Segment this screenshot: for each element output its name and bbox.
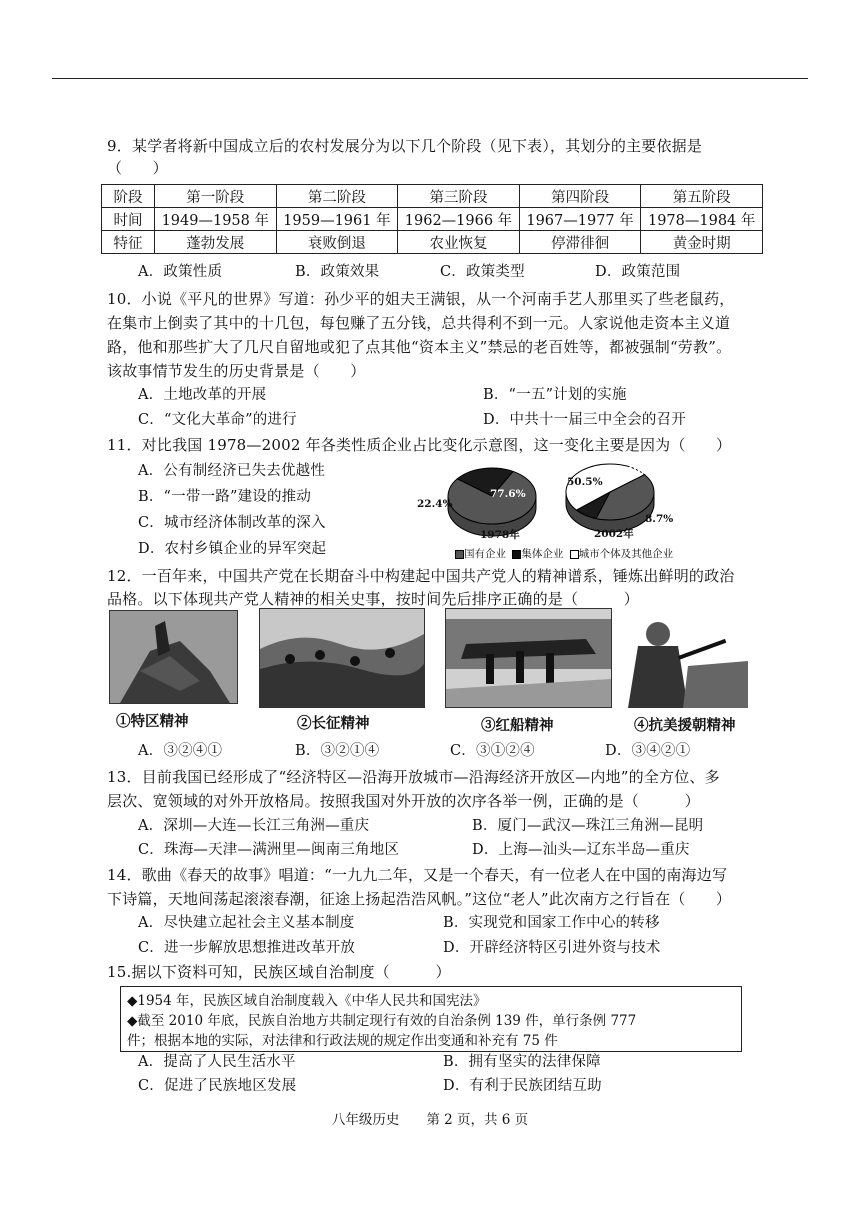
label-1978-year: 1978年	[480, 529, 520, 541]
q10-option-c[interactable]: C．“文化大革命”的进行	[138, 412, 297, 428]
photo-korean-war-soldiers	[618, 616, 753, 708]
q15-option-a[interactable]: A．提高了人民生活水平	[138, 1054, 296, 1070]
photo-soldier-image	[618, 616, 753, 708]
q9-stem: 9．某学者将新中国成立后的农村发展分为以下几个阶段（见下表），其划分的主要依据是	[107, 137, 703, 155]
q15-option-c[interactable]: C．促进了民族地区发展	[138, 1078, 297, 1094]
q11-option-b[interactable]: B．“一带一路”建设的推动	[138, 489, 312, 505]
q9-option-d[interactable]: D．政策范围	[595, 264, 681, 280]
q10-line: 10．小说《平凡的世界》写道：孙少平的姐夫王满银，从一个河南手艺人那里买了些老鼠药，	[107, 290, 735, 308]
legend-label: 城市个体及其他企业	[578, 548, 674, 560]
q10-option-d[interactable]: D．中共十一届三中全会的召开	[483, 412, 686, 428]
label-2002-state: 40.8%	[626, 465, 662, 477]
q13-line: 层次、宽领域的对外开放格局。按照我国对外开放的次序各举一例，正确的是（ ）	[107, 792, 700, 810]
table-cell: 停滞徘徊	[519, 231, 641, 254]
page-footer: 八年级历史 第 2 页，共 6 页	[331, 1112, 529, 1128]
legend-swatch-other	[570, 550, 579, 559]
q10-option-a[interactable]: A．土地改革的开展	[138, 387, 267, 403]
photo-crowd-image	[260, 609, 424, 707]
q11-option-a[interactable]: A．公有制经济已失去优越性	[138, 463, 326, 479]
table-cell: 衰败倒退	[276, 231, 398, 254]
photo-long-march	[259, 608, 425, 708]
legend-label: 集体企业	[521, 548, 564, 560]
q13-option-a[interactable]: A．深圳—大连—长江三角洲—重庆	[138, 818, 370, 834]
label-2002-collective: 8.7%	[645, 513, 674, 525]
q15-box-line: 件；根据本地的实际，对法律和行政法规的规定作出变通和补充有 75 件	[127, 1033, 558, 1049]
q13-option-c[interactable]: C．珠海—天津—满洲里—闽南三角地区	[138, 842, 400, 858]
table-cell: 第四阶段	[519, 185, 641, 208]
q14-option-b[interactable]: B．实现党和国家工作中心的转移	[443, 915, 660, 931]
photo-sculpture-image	[110, 611, 237, 703]
table-cell: 阶段	[102, 185, 155, 208]
chart-legend	[455, 546, 673, 561]
q11-stem: 11．对比我国 1978—2002 年各类性质企业占比变化示意图，这一变化主要是因为（ ）	[107, 436, 732, 454]
q15-source-box	[120, 986, 742, 1052]
q12-option-d[interactable]: D．③④②①	[605, 743, 691, 759]
q13-option-b[interactable]: B．厦门—武汉—珠江三角洲—昆明	[472, 818, 704, 834]
q15-option-b[interactable]: B．拥有坚实的法律保障	[443, 1054, 601, 1070]
q14-option-d[interactable]: D．开辟经济特区引进外资与技术	[443, 940, 661, 956]
legend-swatch-state	[455, 550, 464, 559]
q10-option-b[interactable]: B．“一五”计划的实施	[483, 387, 627, 403]
label-2002-other: 50.5%	[567, 476, 603, 488]
q12-option-c[interactable]: C．③①②④	[450, 743, 535, 759]
q11-option-c[interactable]: C．城市经济体制改革的深入	[138, 515, 326, 531]
q15-stem: 15.据以下资料可知，民族区域自治制度（ ）	[107, 963, 451, 981]
table-cell: 1959—1961 年	[276, 208, 398, 231]
q15-box-line: ◆截至 2010 年底，民族自治地方共制定现行有效的自治条例 139 件，单行条例 777	[127, 1013, 637, 1029]
q9-option-a[interactable]: A．政策性质	[138, 264, 223, 280]
caption-red-boat: ③红船精神	[481, 717, 554, 734]
table-cell: 第三阶段	[398, 185, 520, 208]
table-cell: 黄金时期	[641, 231, 763, 254]
table-cell: 1949—1958 年	[155, 208, 277, 231]
q12-stem: 品格。以下体现共产党人精神的相关史事，按时间先后排序正确的是（ ）	[107, 590, 640, 608]
q9-stem-paren: （ ）	[107, 159, 168, 177]
photo-boat-image	[446, 609, 611, 707]
table-row	[102, 231, 763, 254]
q10-line: 在集市上倒卖了其中的十几包，每包赚了五分钱，总共得利不到一元。人家说他走资本主义道	[107, 314, 731, 332]
legend-swatch-collective	[512, 550, 521, 559]
q9-option-b[interactable]: B．政策效果	[295, 264, 380, 280]
caption-special-zone: ①特区精神	[116, 713, 189, 730]
q14-line: 下诗篇，天地间荡起滚滚春潮，征途上扬起浩浩风帆。”这位“老人”此次南方之行旨在（ ）	[107, 890, 732, 908]
q14-line: 14．歌曲《春天的故事》唱道：“一九九二年，又是一个春天，有一位老人在中国的南海边写	[107, 866, 728, 884]
label-2002-year: 2002年	[594, 528, 634, 540]
q14-option-a[interactable]: A．尽快建立起社会主义基本制度	[138, 915, 355, 931]
q13-line: 13．目前我国已经形成了“经济特区—沿海开放城市—沿海经济开放区—内地”的全方位、多	[107, 768, 720, 786]
q10-line: 该故事情节发生的历史背景是（ ）	[107, 362, 366, 380]
table-cell: 特征	[102, 231, 155, 254]
header-rule	[52, 78, 808, 79]
table-cell: 第五阶段	[641, 185, 763, 208]
q15-option-d[interactable]: D．有利于民族团结互助	[443, 1078, 602, 1094]
table-cell: 第一阶段	[155, 185, 277, 208]
label-1978-collective: 22.4%	[417, 498, 453, 510]
legend-label: 国有企业	[464, 548, 506, 560]
stage-table	[101, 184, 763, 254]
q12-option-a[interactable]: A．③②④①	[138, 743, 223, 759]
table-cell: 1967—1977 年	[519, 208, 641, 231]
table-cell: 1978—1984 年	[641, 208, 763, 231]
caption-long-march: ②长征精神	[297, 715, 370, 732]
q15-box-line: ◆1954 年，民族区域自治制度载入《中华人民共和国宪法》	[127, 993, 487, 1009]
table-cell: 蓬勃发展	[155, 231, 277, 254]
table-row	[102, 185, 763, 208]
table-cell: 1962—1966 年	[398, 208, 520, 231]
q9-option-c[interactable]: C．政策类型	[440, 264, 525, 280]
q10-line: 路，他和那些扩大了几尺自留地或犯了点其他“资本主义”禁忌的老百姓等，都被强制“劳教”。	[107, 338, 732, 356]
table-cell: 第二阶段	[276, 185, 398, 208]
q13-option-d[interactable]: D．上海—汕头—辽东半岛—重庆	[472, 842, 690, 858]
photo-red-boat	[445, 608, 612, 708]
q12-stem: 12．一百年来，中国共产党在长期奋斗中构建起中国共产党人的精神谱系，锤炼出鲜明的政治	[107, 567, 735, 585]
q11-option-d[interactable]: D．农村乡镇企业的异军突起	[138, 541, 327, 557]
caption-korean-war: ④抗美援朝精神	[634, 717, 736, 734]
table-cell: 农业恢复	[398, 231, 520, 254]
label-1978-state: 77.6%	[490, 488, 526, 500]
table-row	[102, 208, 763, 231]
table-cell: 时间	[102, 208, 155, 231]
photo-special-zone-monument	[109, 610, 238, 704]
q14-option-c[interactable]: C．进一步解放思想推进改革开放	[138, 940, 356, 956]
q12-option-b[interactable]: B．③②①④	[295, 743, 380, 759]
